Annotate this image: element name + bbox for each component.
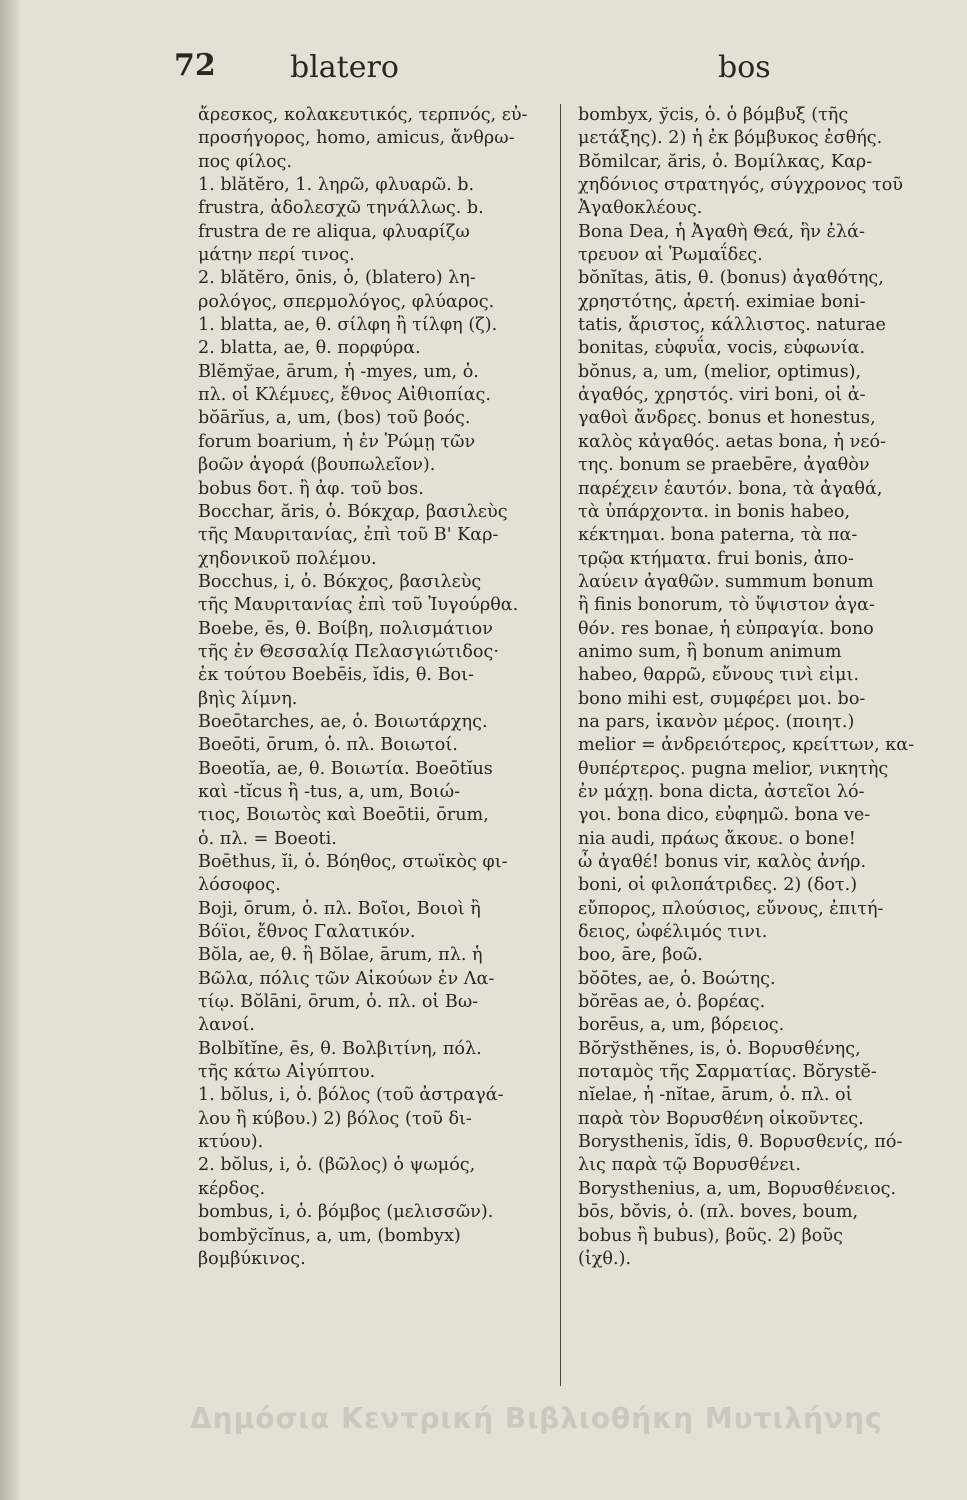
dictionary-line: melior = ἀνδρειότερος, κρείττων, κα- bbox=[578, 735, 915, 756]
dictionary-line: λις παρὰ τῷ Βορυσθένει. bbox=[578, 1155, 802, 1176]
book-page-edge bbox=[0, 0, 22, 1500]
dictionary-line: 2. bŏlus, i, ὁ. (βῶλος) ὁ ψωμός, bbox=[198, 1155, 476, 1176]
dictionary-line: Boeōtarches, ae, ὁ. Βοιωτάρχης. bbox=[198, 711, 488, 732]
dictionary-line: θόν. res bonae, ἡ εὐπραγία. bono bbox=[578, 618, 874, 639]
dictionary-line: borēus, a, um, βόρειος. bbox=[578, 1015, 785, 1036]
dictionary-line: habeo, θαρρῶ, εὔνους τινὶ εἰμι. bbox=[578, 665, 859, 686]
dictionary-line: ὦ ἀγαθέ! bonus vir, καλὸς ἀνήρ. bbox=[578, 852, 867, 872]
dictionary-line: λαύειν ἀγαθῶν. summum bonum bbox=[578, 571, 874, 592]
dictionary-line: Βόϊοι, ἔθνος Γαλατικόν. bbox=[198, 922, 416, 943]
dictionary-line: ρολόγος, σπερμολόγος, φλύαρος. bbox=[198, 291, 495, 312]
dictionary-line: Bocchar, ăris, ὁ. Βόκχαρ, βασιλεὺς bbox=[198, 501, 508, 522]
dictionary-line: της. bonum se praebēre, ἀγαθὸν bbox=[578, 455, 870, 476]
dictionary-line: bobus ἢ bubus), βοῦς. 2) βοῦς bbox=[578, 1225, 843, 1246]
dictionary-line: bōs, bŏvis, ὁ. (πλ. boves, boum, bbox=[578, 1202, 859, 1223]
dictionary-line: χηδόνιος στρατηγός, σύγχρονος τοῦ bbox=[578, 175, 903, 196]
dictionary-line: bŏrēas ae, ὁ. βορέας. bbox=[578, 992, 766, 1013]
dictionary-line: ποταμὸς τῆς Σαρματίας. Bŏrystĕ- bbox=[578, 1062, 877, 1083]
dictionary-line: tatis, ἄριστος, κάλλιστος. naturae bbox=[578, 315, 886, 336]
dictionary-line: κέκτημαι. bona paterna, τὰ πα- bbox=[578, 525, 858, 546]
dictionary-line: ἢ finis bonorum, τὸ ὕψιστον ἀγα- bbox=[578, 595, 875, 616]
dictionary-line: προσήγορος, homo, amicus, ἄνθρω- bbox=[198, 128, 515, 149]
dictionary-line: τῆς ἐν Θεσσαλίᾳ Πελασγιώτιδος· bbox=[198, 641, 499, 662]
dictionary-line: (ἰχθ.). bbox=[578, 1248, 632, 1269]
dictionary-line: τίῳ. Bŏlāni, ōrum, ὁ. πλ. οἱ Βω- bbox=[198, 992, 479, 1013]
dictionary-line: λου ἢ κύβου.) 2) βόλος (τοῦ δι- bbox=[198, 1108, 472, 1129]
dictionary-line: Borysthenis, ĭdis, θ. Βορυσθενίς, πό- bbox=[578, 1132, 903, 1153]
dictionary-line: τρευον αἱ Ῥωμαΐδες. bbox=[578, 245, 763, 266]
dictionary-line: boni, οἱ φιλοπάτριδες. 2) (δοτ.) bbox=[578, 875, 858, 896]
dictionary-line: Bona Dea, ἡ Ἀγαθὴ Θεά, ἣν ἐλά- bbox=[578, 221, 865, 242]
dictionary-line: χρηστότης, ἀρετή. eximiae boni- bbox=[578, 291, 866, 312]
dictionary-line: Boēthus, ĭi, ὁ. Βόηθος, στωϊκὸς φι- bbox=[198, 852, 508, 872]
dictionary-line: λόσοφος. bbox=[198, 875, 281, 896]
dictionary-line: 2. blatta, ae, θ. πορφύρα. bbox=[198, 338, 421, 359]
dictionary-line: 1. blatta, ae, θ. σίλφη ἢ τίλφη (ζ). bbox=[198, 315, 498, 336]
dictionary-line: bonitas, εὐφυΐα, vocis, εὐφωνία. bbox=[578, 338, 866, 359]
dictionary-line: na pars, ἱκανὸν μέρος. (ποιητ.) bbox=[578, 711, 855, 732]
dictionary-line: bombўcĭnus, a, um, (bombyx) bbox=[198, 1225, 461, 1246]
dictionary-line: 2. blătĕro, ōnis, ὁ, (blatero) λη- bbox=[198, 268, 476, 289]
column-divider bbox=[560, 104, 561, 1386]
dictionary-line: bŏnĭtas, ātis, θ. (bonus) ἀγαθότης, bbox=[578, 268, 884, 289]
dictionary-line: κέρδος. bbox=[198, 1178, 266, 1199]
dictionary-line: ὁ. πλ. = Boeoti. bbox=[198, 828, 337, 849]
dictionary-line: bobus δοτ. ἢ ἀφ. τοῦ bos. bbox=[198, 478, 424, 499]
dictionary-line: ἐκ τούτου Boebēis, ĭdis, θ. Βοι- bbox=[198, 665, 474, 686]
dictionary-line: βοῶν ἀγορά (βουπωλεῖον). bbox=[198, 455, 436, 476]
dictionary-line: Boji, ōrum, ὁ. πλ. Βοῖοι, Βοιοὶ ἢ bbox=[198, 898, 481, 919]
dictionary-line: παρὰ τὸν Βορυσθένη οἰκοῦντες. bbox=[578, 1108, 864, 1129]
dictionary-line: πλ. οἱ Κλέμυες, ἔθνος Αἰθιοπίας. bbox=[198, 385, 491, 406]
dictionary-line: 1. bŏlus, i, ὁ. βόλος (τοῦ ἀστραγά- bbox=[198, 1085, 504, 1106]
dictionary-line: τῆς κάτω Αἰγύπτου. bbox=[198, 1062, 376, 1083]
dictionary-line: κτύου). bbox=[198, 1132, 264, 1153]
dictionary-line: εὔπορος, πλούσιος, εὔνους, ἐπιτή- bbox=[578, 898, 884, 919]
dictionary-line: Bŏrўsthĕnes, is, ὁ. Βορυσθένης, bbox=[578, 1038, 861, 1059]
running-head-right: bos bbox=[718, 50, 771, 85]
dictionary-line: bono mihi est, συμφέρει μοι. bo- bbox=[578, 688, 866, 709]
library-watermark: Δημόσια Κεντρική Βιβλιοθήκη Μυτιλήνης bbox=[190, 1402, 883, 1435]
dictionary-line: Boeotĭa, ae, θ. Βοιωτία. Boeōtĭus bbox=[198, 758, 493, 779]
right-column bbox=[578, 104, 950, 1271]
dictionary-line: τιος, Βοιωτὸς καὶ Boeōtii, ōrum, bbox=[198, 805, 489, 826]
dictionary-line: forum boarium, ἡ ἐν Ῥώμῃ τῶν bbox=[198, 431, 476, 452]
dictionary-line: γοι. bona dico, εὐφημῶ. bona ve- bbox=[578, 805, 871, 826]
page-header bbox=[150, 48, 920, 96]
dictionary-line: καὶ -tĭcus ἢ -tus, a, um, Βοιώ- bbox=[198, 781, 461, 802]
dictionary-line: Bolbĭtĭne, ēs, θ. Βολβιτίνη, πόλ. bbox=[198, 1038, 482, 1059]
dictionary-line: χηδονικοῦ πολέμου. bbox=[198, 548, 377, 569]
page-number: 72 bbox=[174, 48, 216, 83]
dictionary-line: τὰ ὑπάρχοντα. in bonis habeo, bbox=[578, 501, 851, 522]
dictionary-line: θυπέρτερος. pugna melior, νικητὴς bbox=[578, 758, 889, 779]
dictionary-line: bombus, i, ὁ. βόμβος (μελισσῶν). bbox=[198, 1202, 494, 1223]
dictionary-line: Boebe, ēs, θ. Βοίβη, πολισμάτιον bbox=[198, 618, 493, 639]
dictionary-line: μάτην περί τινος. bbox=[198, 245, 355, 266]
dictionary-line: παρέχειν ἑαυτόν. bona, τὰ ἀγαθά, bbox=[578, 478, 883, 499]
dictionary-line: boo, āre, βοῶ. bbox=[578, 945, 703, 966]
dictionary-line: Bŏmilcar, ăris, ὁ. Βομίλκας, Καρ- bbox=[578, 151, 873, 172]
dictionary-line: ἐν μάχῃ. bona dicta, ἀστεῖοι λό- bbox=[578, 781, 865, 802]
dictionary-line: Bocchus, i, ὁ. Βόκχος, βασιλεὺς bbox=[198, 571, 482, 592]
dictionary-line: μετάξης). 2) ἡ ἐκ βόμβυκος ἐσθής. bbox=[578, 128, 883, 149]
dictionary-line: bŏōtes, ae, ὁ. Βοώτης. bbox=[578, 968, 776, 989]
dictionary-line: πος φίλος. bbox=[198, 151, 293, 172]
dictionary-line: Blĕmўae, ārum, ἡ -myes, um, ὁ. bbox=[198, 361, 479, 382]
dictionary-line: ἀγαθός, χρηστός. viri boni, οἱ ἀ- bbox=[578, 385, 866, 406]
dictionary-line: frustra, ἀδολεσχῶ τηνάλλως. b. bbox=[198, 198, 484, 219]
left-column bbox=[198, 104, 544, 1271]
dictionary-line: τῆς Μαυριτανίας ἐπὶ τοῦ Ἰυγούρθα. bbox=[198, 595, 519, 616]
dictionary-line: τρῷα κτήματα. frui bonis, ἀπο- bbox=[578, 548, 854, 569]
dictionary-line: nia audi, πράως ἄκουε. o bone! bbox=[578, 828, 856, 849]
dictionary-line: frustra de re aliqua, φλυαρίζω bbox=[198, 221, 470, 242]
dictionary-line: δειος, ὠφέλιμός τινι. bbox=[578, 922, 768, 943]
dictionary-line: γαθοὶ ἄνδρες. bonus et honestus, bbox=[578, 408, 876, 429]
dictionary-line: βηὶς λίμνη. bbox=[198, 688, 298, 709]
dictionary-line: Ἀγαθοκλέους. bbox=[578, 198, 703, 219]
dictionary-line: 1. blătĕro, 1. ληρῶ, φλυαρῶ. b. bbox=[198, 175, 475, 196]
dictionary-line: Boeōti, ōrum, ὁ. πλ. Βοιωτοί. bbox=[198, 735, 458, 756]
dictionary-line: animo sum, ἢ bonum animum bbox=[578, 641, 842, 662]
dictionary-line: λανοί. bbox=[198, 1015, 255, 1036]
dictionary-line: καλὸς κἀγαθός. aetas bona, ἡ νεό- bbox=[578, 431, 886, 452]
dictionary-line: Bŏla, ae, θ. ἢ Bŏlae, ārum, πλ. ἡ bbox=[198, 945, 483, 966]
dictionary-line: bŏnus, a, um, (melior, optimus), bbox=[578, 361, 862, 382]
dictionary-line: bŏārĭus, a, um, (bos) τοῦ βοός. bbox=[198, 408, 471, 429]
dictionary-line: Borysthenius, a, um, Βορυσθένειος. bbox=[578, 1178, 897, 1199]
dictionary-line: nĭelae, ἡ -nĭtae, ārum, ὁ. πλ. οἱ bbox=[578, 1085, 853, 1106]
dictionary-line: bombyx, ўcis, ὁ. ὁ βόμβυξ (τῆς bbox=[578, 105, 849, 125]
dictionary-line: τῆς Μαυριτανίας, ἐπὶ τοῦ Β' Καρ- bbox=[198, 525, 499, 546]
running-head-left: blatero bbox=[290, 50, 399, 85]
dictionary-line: ἄρεσκος, κολακευτικός, τερπνός, εὐ- bbox=[198, 105, 528, 125]
dictionary-line: βομβύκινος. bbox=[198, 1248, 306, 1269]
dictionary-line: Βῶλα, πόλις τῶν Αἰκούων ἐν Λα- bbox=[198, 968, 495, 989]
